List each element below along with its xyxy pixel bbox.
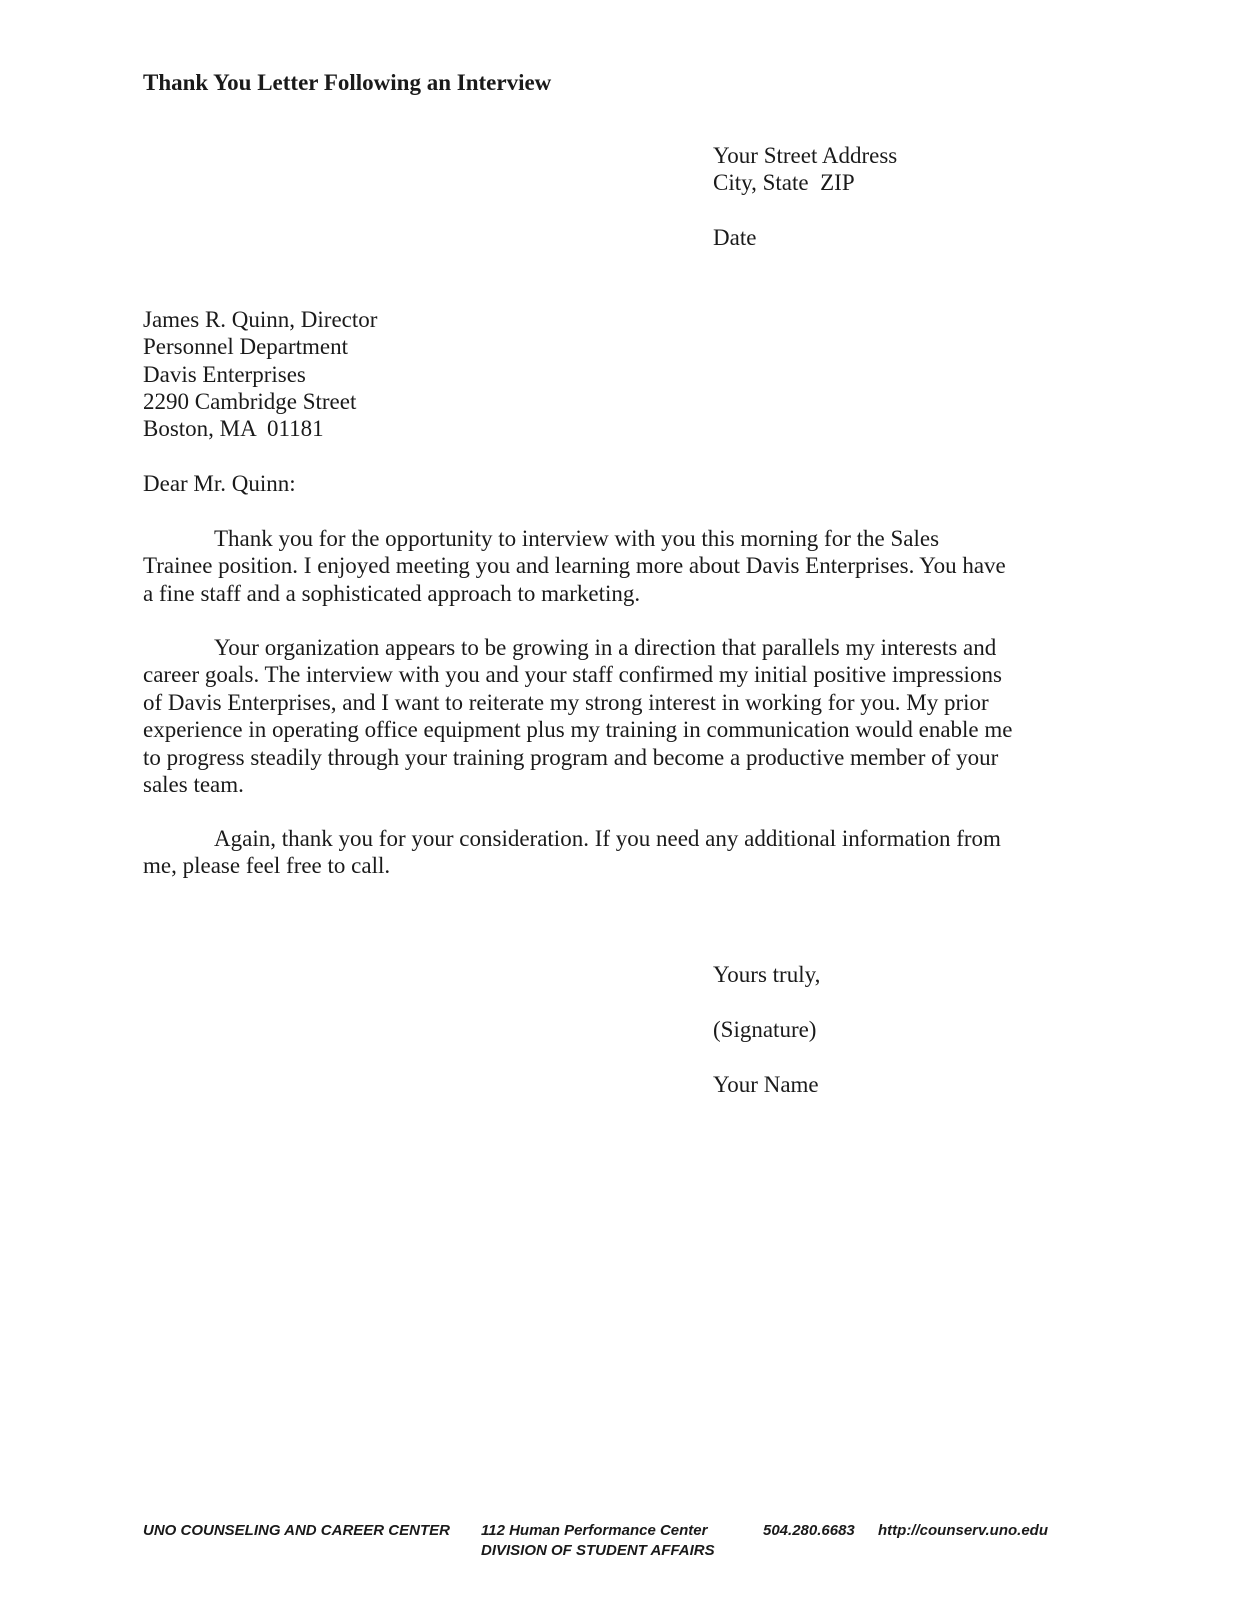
footer-phone: 504.280.6683 [763, 1522, 855, 1539]
salutation: Dear Mr. Quinn: [143, 471, 296, 496]
footer-org: UNO COUNSELING AND CAREER CENTER [143, 1522, 450, 1539]
body-paragraph-2: Your organization appears to be growing in a direction that parallels my interests and career goals. The interview with you and your staff confirmed my initial positive impressions of Davis Enterprises, and I want to reiterate my strong interest in working for you. My prior experience in operating office equipment plus my training in communication would enable me to progress steadily through your training program and become a productive member of your sales team. [143, 635, 1013, 798]
sender-city-state-zip: City, State ZIP [713, 170, 855, 195]
recipient-city-state-zip: Boston, MA 01181 [143, 416, 324, 441]
signature-placeholder: (Signature) [713, 1017, 817, 1042]
sender-name: Your Name [713, 1072, 819, 1097]
recipient-street: 2290 Cambridge Street [143, 389, 357, 414]
document-title: Thank You Letter Following an Interview [143, 70, 552, 95]
footer-url[interactable]: http://counserv.uno.edu [878, 1522, 1049, 1539]
body-paragraph-3: Again, thank you for your consideration. If you need any additional information from me, please feel free to call. [143, 826, 1001, 879]
sender-street: Your Street Address [713, 143, 898, 168]
recipient-name: James R. Quinn, Director [143, 307, 378, 332]
closing: Yours truly, [713, 962, 821, 987]
body-paragraph-1: Thank you for the opportunity to interview with you this morning for the Sales Trainee position. I enjoyed meeting you and learning more about Davis Enterprises. You have a fine staff and a sophisticated approach to marketing. [143, 526, 1006, 606]
letter-date: Date [713, 225, 757, 250]
recipient-department: Personnel Department [143, 334, 349, 359]
footer-address: 112 Human Performance Center [481, 1522, 708, 1539]
footer-division: DIVISION OF STUDENT AFFAIRS [481, 1542, 715, 1559]
recipient-company: Davis Enterprises [143, 362, 306, 387]
